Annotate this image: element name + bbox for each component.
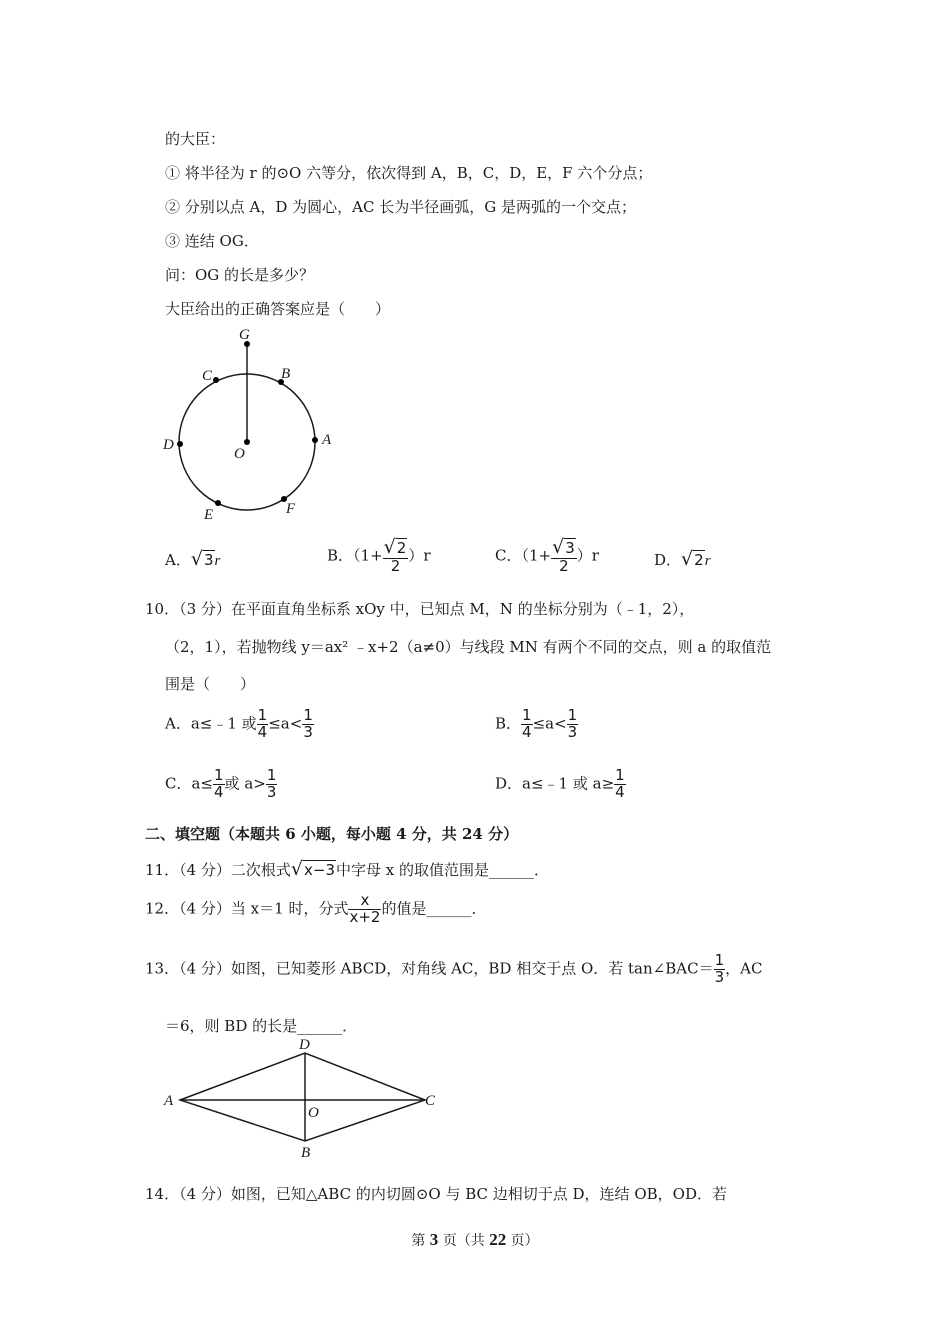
q9-intro: 的大臣： — [165, 130, 226, 148]
page-total: 22 — [489, 1230, 507, 1249]
fig9-label-E: E — [204, 507, 214, 523]
q10-line1: 10．（3 分）在平面直角坐标系 xOy 中，已知点 M，N 的坐标分别为（﹣1，2）， — [145, 600, 695, 618]
fig13-label-C: C — [425, 1093, 436, 1109]
fig13-label-D: D — [299, 1037, 310, 1053]
fig9-label-G: G — [239, 327, 250, 343]
section-title-fill-in: 二、填空题（本题共 6 小题，每小题 4 分，共 24 分） — [145, 825, 519, 843]
q13-line2: ＝6，则 BD 的长是______． — [165, 1017, 358, 1035]
q10-option-c: C．a≤ $\frac{1}{4}$ 或 a> $\frac{1}{3}$ — [165, 766, 277, 801]
q10-option-d: D．a≤﹣1 或 a≥ $\frac{1}{4}$ — [495, 766, 625, 801]
q12: 12．（4 分）当 x＝1 时，分式 $\frac{x}{x+2}$ 的值是______． — [145, 891, 487, 926]
q9-option-d: D．√2r — [654, 548, 711, 570]
q9-option-c: C．（1+ $\frac{√3}{2}$ ）r — [495, 536, 599, 575]
q9-step2: ② 分别以点 A，D 为圆心，AC 长为半径画弧，G 是两弧的一个交点； — [165, 198, 636, 216]
q10-option-a: A．a≤﹣1 或 $\frac{1}{4}$ ≤a< $\frac{1}{3}$ — [165, 706, 313, 741]
q13-line1: 13．（4 分）如图，已知菱形 ABCD，对角线 AC，BD 相交于点 O．若 tan∠BAC＝ $\frac{1}{3}$ ，AC — [145, 951, 763, 986]
fig13-label-O: O — [308, 1105, 319, 1121]
fig9-label-A: A — [322, 432, 332, 448]
q10-line2: （2，1），若抛物线 y＝ax² ﹣x+2（a≠0）与线段 MN 有两个不同的交点，则 a 的取值范 — [165, 638, 772, 656]
q9-option-b: B．（1+ $\frac{√2}{2}$ ）r — [327, 536, 431, 575]
hexagon-circle-figure — [155, 322, 355, 527]
rhombus-figure — [155, 1035, 455, 1165]
fig9-label-O: O — [234, 446, 245, 462]
fig9-label-D: D — [163, 437, 174, 453]
q11: 11．（4 分）二次根式√x−3中字母 x 的取值范围是______． — [145, 858, 550, 880]
q9-step3: ③ 连结 OG． — [165, 232, 259, 250]
q9-option-a: A．√3r — [165, 548, 221, 570]
page-footer: 第 3 页（共 22 页） — [411, 1230, 539, 1249]
q10-line3: 围是（ ） — [165, 675, 256, 693]
q9-question: 问：OG 的长是多少？ — [165, 266, 315, 284]
fig9-label-C: C — [202, 368, 213, 384]
fig9-label-F: F — [286, 501, 296, 517]
page-number: 3 — [429, 1230, 439, 1249]
q9-prompt: 大臣给出的正确答案应是（ ） — [165, 300, 391, 318]
q14-line1: 14．（4 分）如图，已知△ABC 的内切圆⊙O 与 BC 边相切于点 D，连结 OB，OD．若 — [145, 1185, 727, 1203]
fig13-label-A: A — [164, 1093, 174, 1109]
fig9-label-B: B — [281, 366, 291, 382]
q10-option-b: B． $\frac{1}{4}$ ≤a< $\frac{1}{3}$ — [495, 706, 578, 741]
q9-step1: ① 将半径为 r 的⊙O 六等分，依次得到 A，B，C，D，E，F 六个分点； — [165, 164, 653, 182]
fig13-label-B: B — [301, 1145, 311, 1161]
